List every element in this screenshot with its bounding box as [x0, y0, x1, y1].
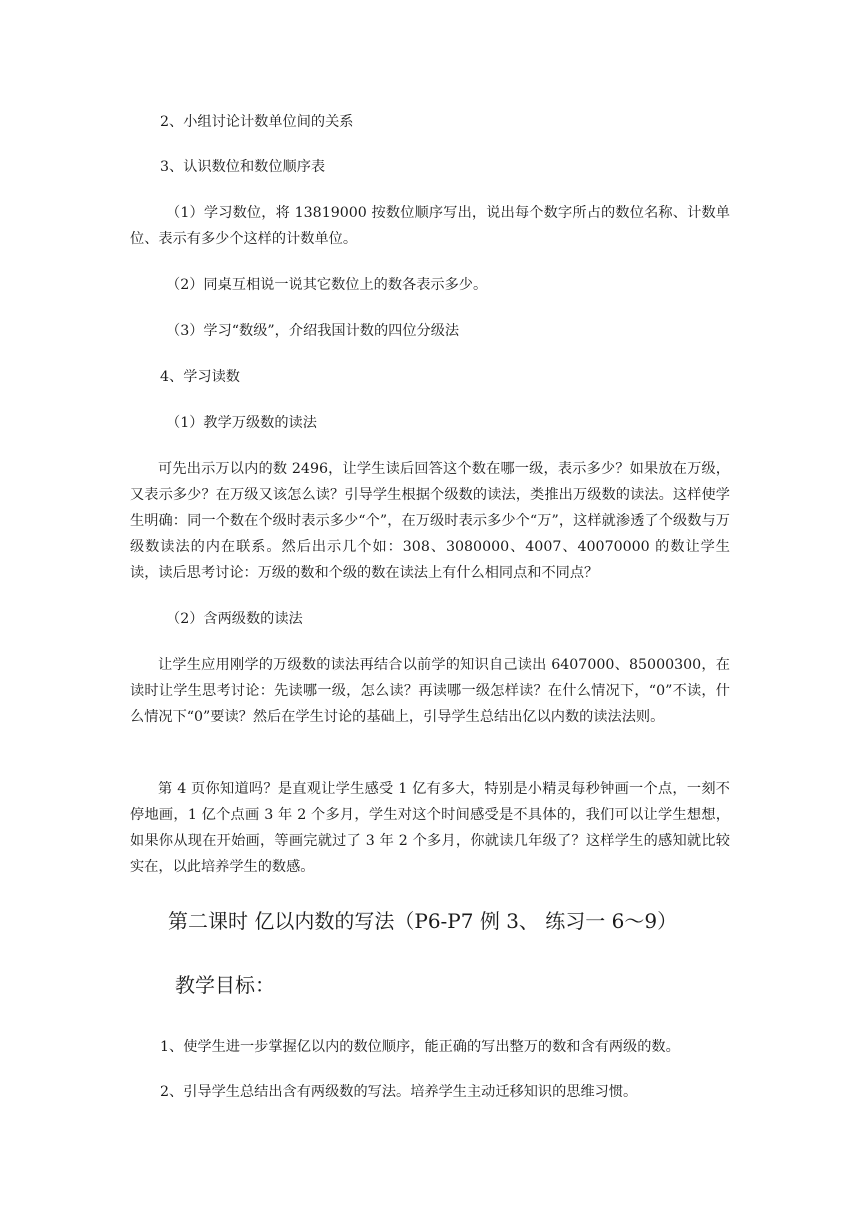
lesson-title: 第二课时 亿以内数的写法（P6-P7 例 3、 练习一 6～9） — [168, 909, 678, 933]
paragraph: （1）学习数位，将 13819000 按数位顺序写出，说出每个数字所占的数位名称、计数单位、表示有多少个这样的计数单位。 — [130, 205, 730, 247]
paragraph: 让学生应用刚学的万级数的读法再结合以前学的知识自己读出 6407000、85000300，在读时让学生思考讨论：先读哪一级，怎么读？再读哪一级怎样读？在什么情况下，“0”不读，什么情况下“0”要读？然后在学生讨论的基础上，引导学生总结出亿以内数的读法法则。 — [130, 657, 730, 725]
paragraph: （3）学习“数级”，介绍我国计数的四位分级法 — [166, 323, 460, 339]
paragraph: 第 4 页你知道吗？是直观让学生感受 1 亿有多大，特别是小精灵每秒钟画一个点，一刻不停地画，1 亿个点画 3 年 2 个多月，学生对这个时间感受是不具体的，我们可以让学生想想，如果你从现在开始画，等画完就过了 3 年 2 个多月，你就读几年级了？这样学生的感知就比较实在，以此培养学生的数感。 — [130, 781, 730, 875]
paragraph: 2、小组讨论计数单位间的关系 — [160, 114, 354, 130]
paragraph: 3、认识数位和数位顺序表 — [160, 159, 326, 175]
objective-item: 2、引导学生总结出含有两级数的写法。培养学生主动迁移知识的思维习惯。 — [160, 1084, 638, 1100]
paragraph: （1）教学万级数的读法 — [166, 415, 317, 431]
paragraph: 4、学习读数 — [160, 369, 240, 385]
objectives-heading: 教学目标： — [175, 973, 275, 997]
objective-item: 1、使学生进一步掌握亿以内的数位顺序，能正确的写出整万的数和含有两级的数。 — [160, 1039, 680, 1055]
paragraph: （2）同桌互相说一说其它数位上的数各表示多少。 — [166, 277, 488, 293]
paragraph: 可先出示万以内的数 2496，让学生读后回答这个数在哪一级，表示多少？如果放在万级，又表示多少？在万级又该怎么读？引导学生根据个级数的读法，类推出万级数的读法。这样使学生明确：同一个数在个级时表示多少“个”，在万级时表示多少个“万”，这样就渗透了个级数与万级数读法的内在联系。然后出示几个如：308、3080000、4007、40070000 的数让学生读，读后思考讨论：万级的数和个级的数在读法上有什么相同点和不同点？ — [130, 461, 730, 581]
paragraph: （2）含两级数的读法 — [166, 611, 303, 627]
